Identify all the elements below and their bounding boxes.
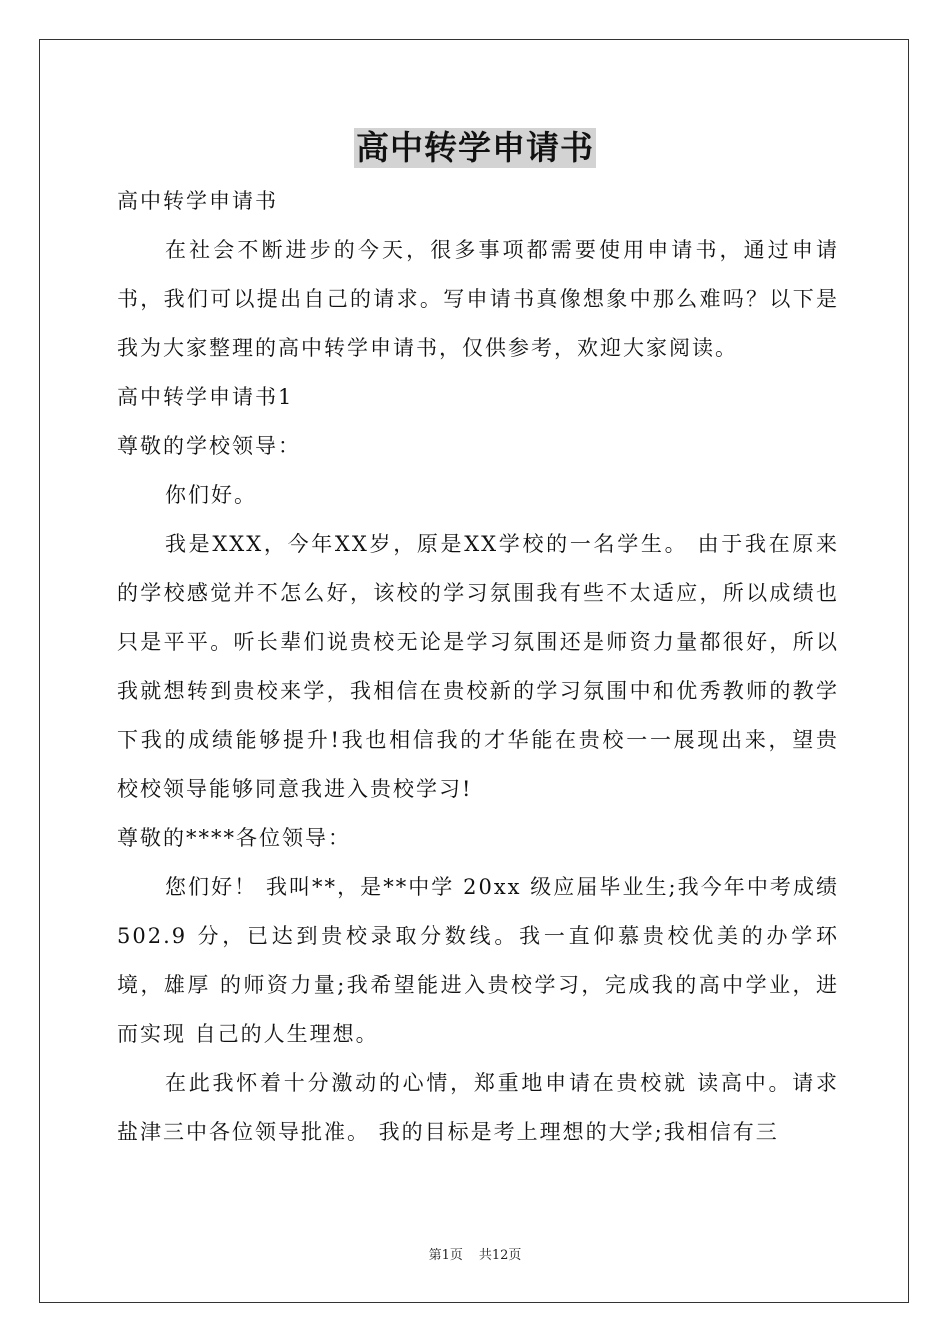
paragraph: 高中转学申请书: [117, 189, 278, 213]
title-container: [0, 128, 950, 168]
paragraph: 尊敬的****各位领导：: [117, 826, 351, 850]
document-title: 高中转学申请书: [356, 128, 594, 167]
document-body: [117, 177, 839, 1157]
page-total: 共12页: [478, 1248, 522, 1263]
paragraph: 在社会不断进步的今天，很多事项都需要使用申请书，通过申请书，我们可以提出自己的请求。写申请书真像想象中那么难吗？以下是我为大家整理的高中转学申请书，仅供参考，欢迎大家阅读。: [117, 238, 839, 360]
paragraph: 您们好！ 我叫**，是**中学 20xx 级应届毕业生;我今年中考成绩 502.9 分，已达到贵校录取分数线。我一直仰慕贵校优美的办学环境，雄厚 的师资力量;我希望能进入贵校学习，完成我的高中学业，进而实现 自己的人生理想。: [117, 875, 839, 1046]
paragraph: 在此我怀着十分激动的心情，郑重地申请在贵校就 读高中。请求盐津三中各位领导批准。 我的目标是考上理想的大学;我相信有三: [117, 1071, 839, 1144]
paragraph: 高中转学申请书1: [117, 385, 294, 409]
page-number: 第1页: [428, 1248, 463, 1263]
paragraph: 尊敬的学校领导：: [117, 434, 301, 458]
paragraph: 你们好。: [165, 483, 257, 507]
paragraph: 我是XXX，今年XX岁，原是XX学校的一名学生。 由于我在原来的学校感觉并不怎么好，该校的学习氛围我有些不太适应，所以成绩也只是平平。听长辈们说贵校无论是学习氛围还是师资力量都很好，所以我就想转到贵校来学，我相信在贵校新的学习氛围中和优秀教师的教学下我的成绩能够提升!我也相信我的才华能在贵校一一展现出来，望贵校校领导能够同意我进入贵校学习!: [117, 532, 839, 801]
page-footer: [0, 1247, 950, 1265]
